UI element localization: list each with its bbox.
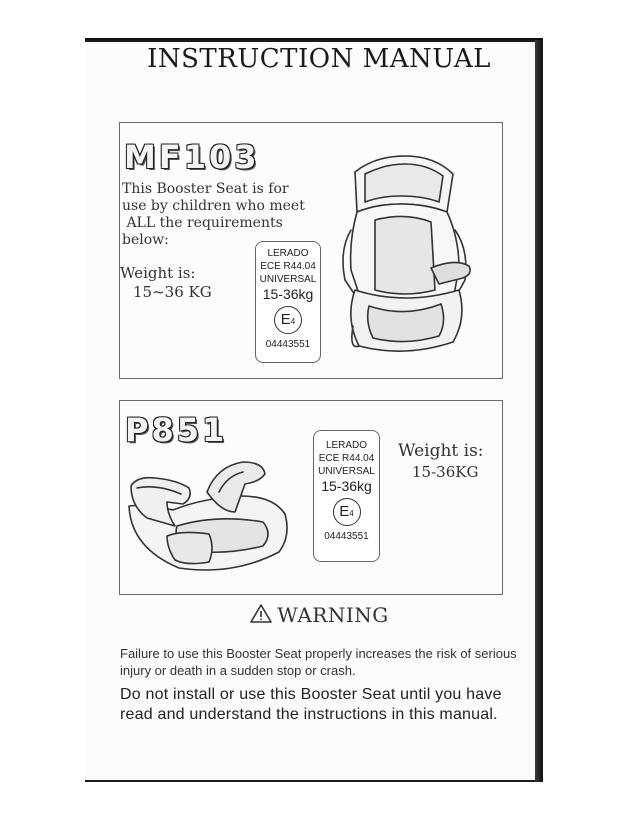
label-brand: LERADO bbox=[267, 248, 309, 259]
backless-booster-cushion-icon bbox=[123, 452, 293, 578]
warning-heading bbox=[0, 603, 638, 627]
label-class: UNIVERSAL bbox=[318, 466, 375, 477]
e-mark-number: 4 bbox=[349, 509, 354, 518]
weight-value: 15-36KG bbox=[412, 463, 479, 481]
e-mark-letter: E bbox=[339, 503, 350, 520]
weight-label: Weight is: bbox=[398, 441, 484, 461]
e-mark-icon bbox=[274, 306, 302, 334]
label-standard: ECE R44.04 bbox=[260, 261, 316, 272]
e-mark-number: 4 bbox=[290, 317, 296, 326]
certification-label bbox=[313, 430, 380, 562]
product-description bbox=[122, 181, 305, 249]
weight-label: Weight is: bbox=[120, 264, 196, 282]
warning-triangle-icon bbox=[249, 603, 273, 624]
description-line: use by children who meet bbox=[122, 198, 305, 214]
label-range: 15-36kg bbox=[262, 286, 314, 302]
page-edge-right bbox=[535, 40, 543, 782]
label-class: UNIVERSAL bbox=[259, 274, 317, 285]
model-name: P851 bbox=[125, 411, 228, 449]
label-approval: 04443551 bbox=[324, 531, 369, 542]
description-line: ALL the requirements bbox=[122, 215, 283, 231]
warning-large-text: Do not install or use this Booster Seat until you have read and understand the instructions in this manual. bbox=[120, 686, 502, 723]
warning-heading-text: WARNING bbox=[277, 603, 389, 627]
e-mark-icon bbox=[333, 498, 361, 526]
e-mark-letter: E bbox=[280, 311, 291, 328]
certification-label bbox=[255, 241, 321, 363]
label-standard: ECE R44.04 bbox=[318, 453, 375, 464]
page-title: INSTRUCTION MANUAL bbox=[147, 44, 491, 74]
model-name: MF103 bbox=[124, 138, 260, 176]
description-line: below: bbox=[122, 232, 169, 248]
description-line: This Booster Seat is for bbox=[122, 181, 289, 197]
label-range: 15-36kg bbox=[321, 478, 372, 494]
warning-small-text: Failure to use this Booster Seat properly increases the risk of serious injury or death in a sudden stop or crash. bbox=[120, 646, 517, 678]
weight-value: 15~36 KG bbox=[133, 283, 212, 301]
high-back-booster-seat-icon bbox=[335, 150, 475, 360]
label-brand: LERADO bbox=[325, 440, 368, 451]
label-approval: 04443551 bbox=[265, 339, 311, 350]
